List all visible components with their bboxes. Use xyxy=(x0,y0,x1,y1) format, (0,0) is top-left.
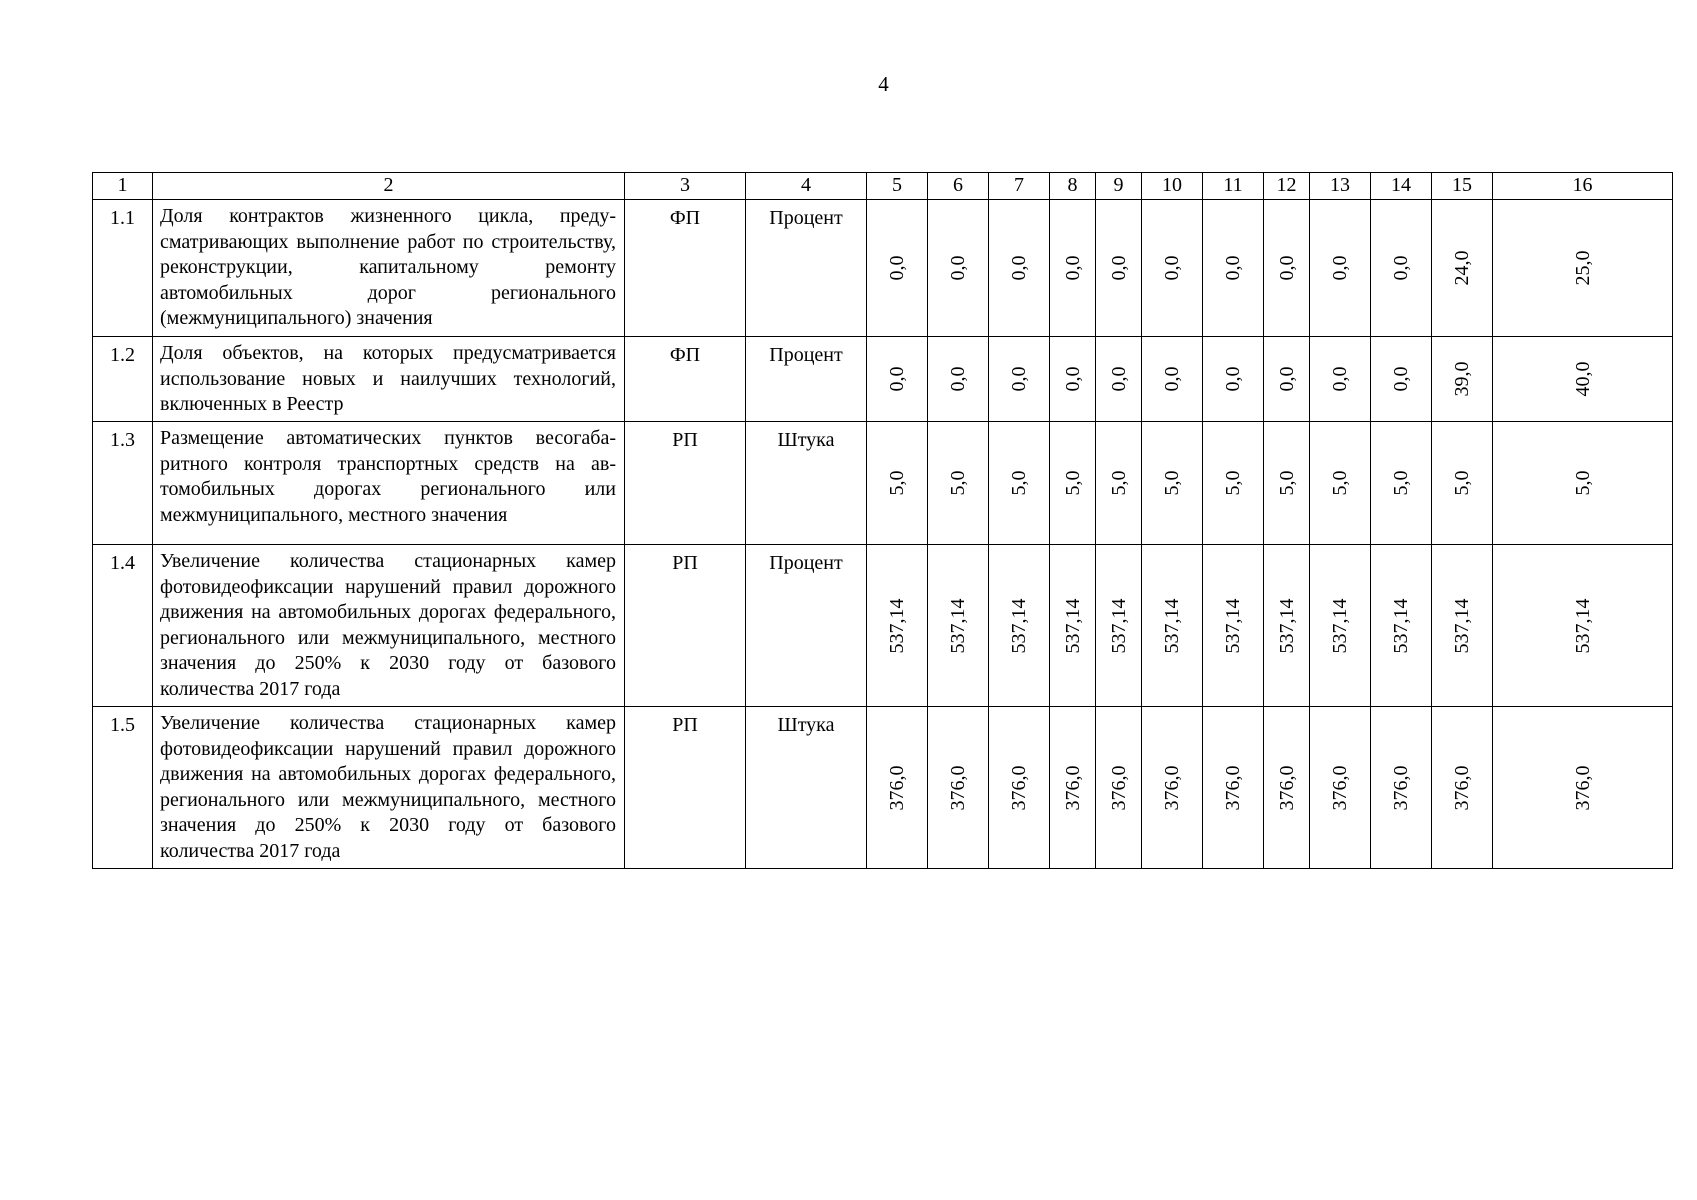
indicator-unit: Процент xyxy=(746,337,867,422)
value-cell xyxy=(1493,422,1673,545)
value-cell xyxy=(1264,200,1310,337)
value-text: 376,0 xyxy=(886,765,908,810)
value-text: 5,0 xyxy=(886,470,908,496)
value-cell xyxy=(1142,545,1203,707)
indicator-source: РП xyxy=(625,422,746,545)
value-cell xyxy=(1142,422,1203,545)
value-cell xyxy=(928,707,989,869)
value-text: 0,0 xyxy=(1222,255,1244,281)
page-number: 4 xyxy=(878,72,889,96)
value-text: 5,0 xyxy=(1222,470,1244,496)
value-text: 5,0 xyxy=(1275,470,1298,496)
value-text: 0,0 xyxy=(886,255,908,281)
value-text: 5,0 xyxy=(1329,470,1351,496)
value-text: 376,0 xyxy=(1451,765,1473,810)
indicator-unit: Штука xyxy=(746,707,867,869)
value-text: 5,0 xyxy=(1571,470,1594,496)
value-text: 25,0 xyxy=(1571,250,1594,286)
value-text: 5,0 xyxy=(1061,470,1084,496)
value-text: 5,0 xyxy=(1451,470,1473,496)
value-text: 0,0 xyxy=(1008,255,1030,281)
header-cell: 15 xyxy=(1432,173,1493,200)
value-cell xyxy=(1432,200,1493,337)
row-number: 1.1 xyxy=(93,200,153,337)
row-number: 1.2 xyxy=(93,337,153,422)
value-text: 537,14 xyxy=(1222,598,1244,653)
value-cell xyxy=(1432,545,1493,707)
header-cell: 4 xyxy=(746,173,867,200)
value-cell xyxy=(1371,422,1432,545)
value-cell xyxy=(1432,707,1493,869)
value-text: 24,0 xyxy=(1451,250,1473,286)
header-cell: 3 xyxy=(625,173,746,200)
table-row xyxy=(93,707,1673,869)
value-cell xyxy=(1203,200,1264,337)
value-cell xyxy=(1096,200,1142,337)
value-cell xyxy=(1203,545,1264,707)
value-cell xyxy=(1310,545,1371,707)
indicator-source: ФП xyxy=(625,200,746,337)
value-text: 537,14 xyxy=(1329,598,1351,653)
value-cell xyxy=(1050,545,1096,707)
value-cell xyxy=(1432,337,1493,422)
value-cell xyxy=(1203,422,1264,545)
value-cell xyxy=(1096,545,1142,707)
value-cell xyxy=(1493,337,1673,422)
indicator-name: Размещение автоматических пунктов весогабаритного контроля транспортных средств на автомобильных дорогах регионального или межмуниципального, местного значения xyxy=(153,422,625,545)
header-cell: 16 xyxy=(1493,173,1673,200)
value-text: 0,0 xyxy=(1222,366,1244,392)
value-text: 0,0 xyxy=(1390,366,1412,392)
value-cell xyxy=(1142,200,1203,337)
value-cell xyxy=(1203,337,1264,422)
value-text: 5,0 xyxy=(1107,470,1130,496)
value-cell xyxy=(1493,200,1673,337)
value-cell xyxy=(1310,422,1371,545)
value-cell xyxy=(867,545,928,707)
value-cell xyxy=(1264,707,1310,869)
value-text: 0,0 xyxy=(1275,255,1298,281)
value-text: 5,0 xyxy=(1161,470,1183,496)
value-cell xyxy=(1493,707,1673,869)
value-text: 376,0 xyxy=(1107,765,1130,810)
value-text: 0,0 xyxy=(947,366,969,392)
value-text: 5,0 xyxy=(947,470,969,496)
indicator-name: Увеличение количества стационарных камер фотовидеофиксации нарушений правил дорожного движения на автомобильных дорогах федерального, регионального или межмуниципального, местного значения до 250% к 2030 году от базового количества 2017 года xyxy=(153,545,625,707)
value-text: 376,0 xyxy=(947,765,969,810)
value-text: 537,14 xyxy=(947,598,969,653)
indicator-unit: Процент xyxy=(746,545,867,707)
value-cell xyxy=(1264,422,1310,545)
value-text: 0,0 xyxy=(1329,366,1351,392)
value-cell xyxy=(1050,707,1096,869)
value-cell xyxy=(1310,707,1371,869)
value-text: 0,0 xyxy=(886,366,908,392)
value-cell xyxy=(1493,545,1673,707)
header-cell: 13 xyxy=(1310,173,1371,200)
header-cell: 12 xyxy=(1264,173,1310,200)
header-cell: 9 xyxy=(1096,173,1142,200)
indicator-unit: Штука xyxy=(746,422,867,545)
header-cell: 11 xyxy=(1203,173,1264,200)
header-cell: 10 xyxy=(1142,173,1203,200)
value-text: 376,0 xyxy=(1390,765,1412,810)
value-text: 537,14 xyxy=(1008,598,1030,653)
value-text: 39,0 xyxy=(1451,361,1473,397)
value-cell xyxy=(928,337,989,422)
value-text: 0,0 xyxy=(1061,366,1084,392)
value-cell xyxy=(867,337,928,422)
header-cell: 7 xyxy=(989,173,1050,200)
indicator-source: РП xyxy=(625,707,746,869)
value-cell xyxy=(867,707,928,869)
value-text: 376,0 xyxy=(1275,765,1298,810)
header-cell: 1 xyxy=(93,173,153,200)
value-text: 376,0 xyxy=(1008,765,1030,810)
header-cell: 2 xyxy=(153,173,625,200)
row-number: 1.4 xyxy=(93,545,153,707)
table-row xyxy=(93,422,1673,545)
value-text: 376,0 xyxy=(1161,765,1183,810)
value-cell xyxy=(1432,422,1493,545)
value-cell xyxy=(1096,337,1142,422)
value-text: 0,0 xyxy=(1061,255,1084,281)
value-text: 0,0 xyxy=(947,255,969,281)
value-text: 537,14 xyxy=(886,598,908,653)
row-number: 1.3 xyxy=(93,422,153,545)
value-cell xyxy=(1264,545,1310,707)
value-cell xyxy=(1371,337,1432,422)
indicator-source: ФП xyxy=(625,337,746,422)
value-cell xyxy=(989,200,1050,337)
value-text: 0,0 xyxy=(1107,366,1130,392)
table-row xyxy=(93,545,1673,707)
value-text: 537,14 xyxy=(1061,598,1084,653)
value-cell xyxy=(989,707,1050,869)
indicator-unit: Процент xyxy=(746,200,867,337)
value-cell xyxy=(928,422,989,545)
header-cell: 8 xyxy=(1050,173,1096,200)
value-text: 376,0 xyxy=(1329,765,1351,810)
value-cell xyxy=(1050,337,1096,422)
header-row xyxy=(93,173,1673,200)
table-row xyxy=(93,200,1673,337)
value-text: 0,0 xyxy=(1107,255,1130,281)
value-text: 376,0 xyxy=(1061,765,1084,810)
value-text: 0,0 xyxy=(1008,366,1030,392)
value-cell xyxy=(1264,337,1310,422)
value-text: 376,0 xyxy=(1571,765,1594,810)
value-text: 376,0 xyxy=(1222,765,1244,810)
indicator-name: Доля объектов, на которых предусматривается использование новых и наилучших технологий, включенных в Реестр xyxy=(153,337,625,422)
value-cell xyxy=(989,422,1050,545)
value-cell xyxy=(928,545,989,707)
value-cell xyxy=(1142,337,1203,422)
value-cell xyxy=(1203,707,1264,869)
value-text: 0,0 xyxy=(1161,366,1183,392)
value-text: 5,0 xyxy=(1008,470,1030,496)
value-cell xyxy=(1050,422,1096,545)
value-cell xyxy=(1050,200,1096,337)
value-cell xyxy=(989,545,1050,707)
indicator-name: Увеличение количества стационарных камер фотовидеофиксации нарушений правил дорожного движения на автомобильных дорогах федерального, регионального или межмуниципального, местного значения до 250% к 2030 году от базового количества 2017 года xyxy=(153,707,625,869)
value-text: 537,14 xyxy=(1161,598,1183,653)
value-text: 0,0 xyxy=(1390,255,1412,281)
value-cell xyxy=(1371,545,1432,707)
value-cell xyxy=(1371,707,1432,869)
value-cell xyxy=(1096,707,1142,869)
value-cell xyxy=(1310,337,1371,422)
value-cell xyxy=(867,200,928,337)
indicators-table xyxy=(92,172,1673,869)
header-cell: 14 xyxy=(1371,173,1432,200)
value-text: 537,14 xyxy=(1571,598,1594,653)
indicator-source: РП xyxy=(625,545,746,707)
value-text: 0,0 xyxy=(1275,366,1298,392)
value-cell xyxy=(1142,707,1203,869)
value-cell xyxy=(1310,200,1371,337)
value-text: 537,14 xyxy=(1107,598,1130,653)
table-row xyxy=(93,337,1673,422)
value-text: 5,0 xyxy=(1390,470,1412,496)
row-number: 1.5 xyxy=(93,707,153,869)
value-text: 0,0 xyxy=(1329,255,1351,281)
value-cell xyxy=(867,422,928,545)
value-text: 537,14 xyxy=(1390,598,1412,653)
value-cell xyxy=(1096,422,1142,545)
value-text: 0,0 xyxy=(1161,255,1183,281)
indicator-name: Доля контрактов жизненного цикла, предусматривающих выполнение работ по строительству, реконструкции, капитальному ремонту автомобильных дорог регионального (межмуниципального) значения xyxy=(153,200,625,337)
value-cell xyxy=(989,337,1050,422)
header-cell: 5 xyxy=(867,173,928,200)
value-cell xyxy=(928,200,989,337)
value-text: 40,0 xyxy=(1571,361,1594,397)
value-text: 537,14 xyxy=(1451,598,1473,653)
header-cell: 6 xyxy=(928,173,989,200)
value-cell xyxy=(1371,200,1432,337)
value-text: 537,14 xyxy=(1275,598,1298,653)
